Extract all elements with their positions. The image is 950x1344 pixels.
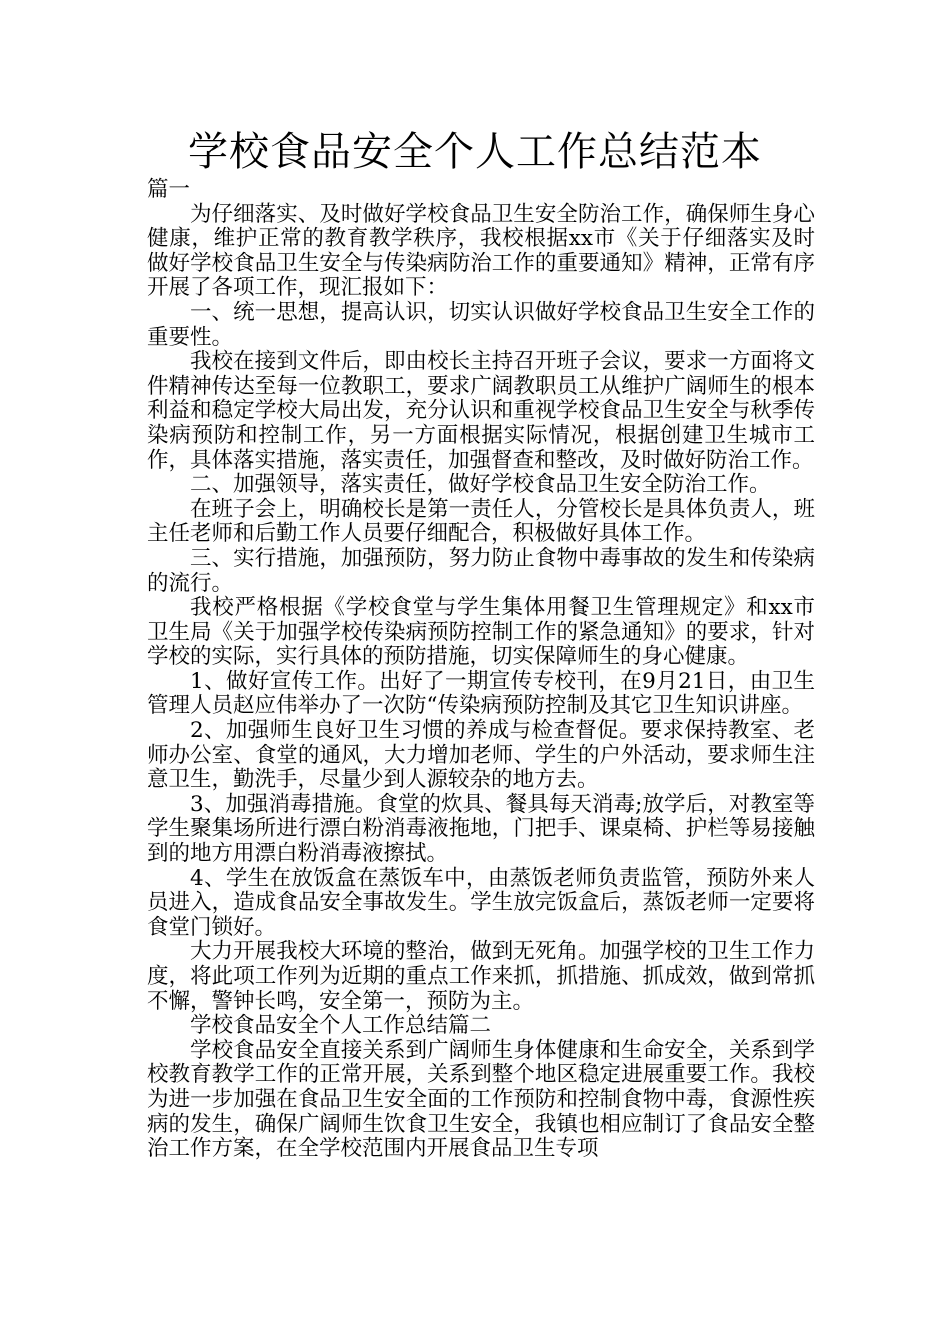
paragraph: 3、加强消毒措施。食堂的炊具、餐具每天消毒;放学后，对教室等学生聚集场所进行漂白粉消毒液拖地，门把手、课桌椅、护栏等易接触到的地方用漂白粉消毒液擦拭。 <box>147 791 815 867</box>
paragraph: 2、加强师生良好卫生习惯的养成与检查督促。要求保持教室、老师办公室、食堂的通风，大力增加老师、学生的户外活动，要求师生注意卫生，勤洗手，尽量少到人源较杂的地方去。 <box>147 718 815 793</box>
section-heading: 学校食品安全个人工作总结篇二 <box>190 1013 492 1039</box>
paragraph: 我校在接到文件后，即由校长主持召开班子会议，要求一方面将文件精神传达至每一位教职工，要求广阔教职员工从维护广阔师生的根本利益和稳定学校大局出发，充分认识和重视学校食品卫生安全与秋季传染病预防和控制工作，另一方面根据实际情况，根据创建卫生城市工作，具体落实措施，落实责任，加强督查和整改，及时做好防治工作。 <box>147 349 815 473</box>
paragraph: 1、做好宣传工作。出好了一期宣传专校刊，在9月21日，由卫生管理人员赵应伟举办了一次防“传染病预防控制及其它卫生知识讲座。 <box>147 668 815 719</box>
document-title: 学校食品安全个人工作总结范本 <box>188 129 762 175</box>
paragraph: 大力开展我校大环境的整治，做到无死角。加强学校的卫生工作力度，将此项工作列为近期的重点工作来抓，抓措施、抓成效，做到常抓不懈，警钟长鸣，安全第一，预防为主。 <box>147 939 815 1014</box>
paragraph: 学校食品安全直接关系到广阔师生身体健康和生命安全，关系到学校教育教学工作的正常开展，关系到整个地区稳定进展重要工作。我校为进一步加强在食品卫生安全面的工作预防和控制食物中毒，食源性疾病的发生，确保广阔师生饮食卫生安全，我镇也相应制订了食品安全整治工作方案，在全学校范围内开展食品卫生专项 <box>147 1037 815 1162</box>
paragraph: 三、实行措施，加强预防，努力防止食物中毒事故的发生和传染病的流行。 <box>147 545 815 596</box>
paragraph: 一、统一思想，提高认识，切实认识做好学校食品卫生安全工作的重要性。 <box>147 299 815 350</box>
paragraph: 我校严格根据《学校食堂与学生集体用餐卫生管理规定》和xx市卫生局《关于加强学校传染病预防控制工作的紧急通知》的要求，针对学校的实际，实行具体的预防措施，切实保障师生的身心健康。 <box>147 595 815 670</box>
paragraph: 为仔细落实、及时做好学校食品卫生安全防治工作，确保师生身心健康，维护正常的教育教学秩序，我校根据xx市《关于仔细落实及时做好学校食品卫生安全与传染病防治工作的重要通知》精神，正常有序开展了各项工作，现汇报如下： <box>147 201 815 301</box>
paragraph: 二、加强领导，落实责任，做好学校食品卫生安全防治工作。 <box>190 472 771 498</box>
section-label: 篇一 <box>147 177 191 202</box>
document-body <box>147 178 815 1162</box>
paragraph: 4、学生在放饭盒在蒸饭车中，由蒸饭老师负责监管，预防外来人员进入，造成食品安全事故发生。学生放完饭盒后，蒸饭老师一定要将食堂门锁好。 <box>147 865 815 940</box>
paragraph: 在班子会上，明确校长是第一责任人，分管校长是具体负责人，班主任老师和后勤工作人员要仔细配合，积极做好具体工作。 <box>147 496 815 547</box>
